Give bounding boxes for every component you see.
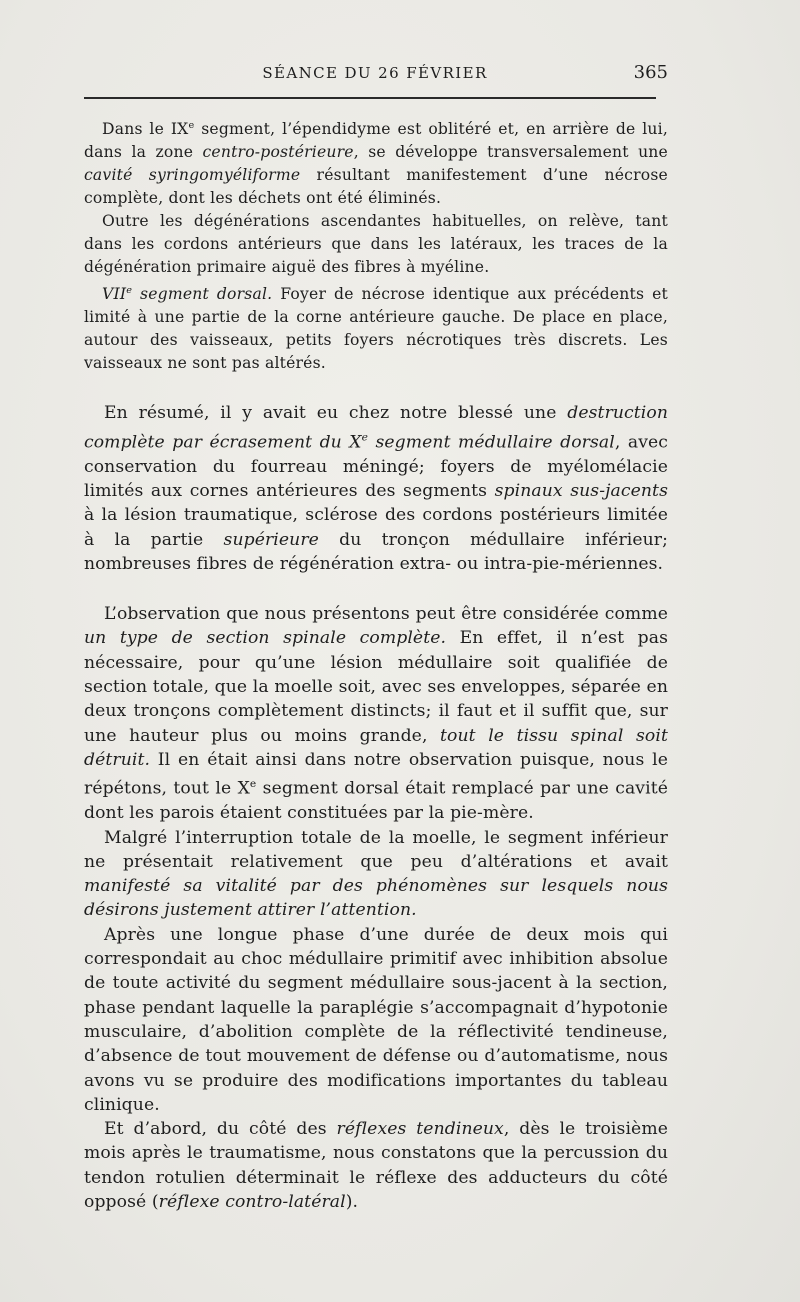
paragraph	[84, 923, 668, 1117]
italic-run: segment dorsal.	[132, 285, 273, 304]
header-rule	[84, 97, 656, 99]
superscript: e	[188, 120, 195, 131]
italic-run: centro-postérieure	[202, 143, 354, 162]
italic-run: manifesté sa vitalité par des phénomènes sur lesquels nous désirons justement attirer l’attention.	[84, 876, 668, 921]
anatomical-findings	[84, 114, 668, 375]
paragraph	[84, 1117, 668, 1214]
text-run: , avec conservation du fourreau méningé; foyers de myélomélacie limités aux cornes antérieures des segments	[84, 432, 669, 501]
paragraph	[84, 826, 668, 923]
paragraph	[84, 210, 668, 279]
running-header	[82, 58, 668, 88]
text-run: Malgré l’interruption totale de la moelle, le segment inférieur ne présentait relativement que peu d’altérations et avait	[84, 827, 668, 872]
superscript: e	[361, 430, 369, 444]
discussion	[84, 401, 668, 1214]
text-run: Après une longue phase d’une durée de deux mois qui correspondait au choc médullaire primitif avec inhibition absolue de toute activité du segment médullaire sous-jacent à la section, phase pendant laquelle la paraplégie s’accompagnait d’hypotonie musculaire, d’abolition complète de la réflectivité tendineuse, d’absence de tout mouvement de défense ou d’automatisme, nous avons vu se produire des modifications importantes du tableau clinique.	[84, 924, 668, 1115]
italic-run: réflexe contro-latéral	[158, 1192, 346, 1213]
paragraph	[84, 602, 668, 825]
header-title: SÉANCE DU 26 FÉVRIER	[262, 64, 488, 82]
text-run: Il en était ainsi dans notre observation puisque, nous le répétons, tout le X	[84, 749, 668, 799]
text-run: résultant manifestement d’une nécrose complète, dont les déchets ont été éliminés.	[84, 166, 668, 208]
text-run: Dans le IX	[102, 120, 189, 139]
text-run: Et d’abord, du côté des	[104, 1119, 337, 1140]
text-run: segment, l’épendidyme est oblitéré et, en arrière de lui, dans la zone	[84, 120, 668, 162]
text-run: ).	[345, 1192, 359, 1213]
italic-run: un type de section spinale complète.	[84, 628, 447, 649]
body-text	[84, 114, 668, 1214]
italic-run: cavité syringomyéliforme	[84, 166, 301, 185]
italic-run: tout le tissu spinal soit détruit.	[84, 725, 668, 770]
superscript: e	[249, 777, 257, 791]
text-run: à la lésion traumatique, sclérose des cordons postérieurs limitée à la partie	[84, 505, 668, 550]
superscript: e	[126, 285, 133, 297]
italic-run: supérieure	[223, 529, 319, 550]
italic-run: destruction complète par écrasement du X	[84, 403, 668, 453]
paragraph	[84, 114, 668, 210]
italic-run: VII	[102, 285, 127, 304]
text-run: , dès le troisième mois après le traumatisme, nous constatons que la percussion du tendon rotulien déterminait le réflexe des adducteurs du côté opposé (	[84, 1119, 668, 1213]
text-run: , se développe transversalement une	[353, 143, 668, 162]
page-number: 365	[633, 62, 668, 83]
text-run: Foyer de nécrose identique aux précédents et limité à une partie de la corne antérieure gauche. De place en place, autour des vaisseaux, petits foyers nécrotiques très discrets. Les vaisseaux ne sont pas altérés.	[84, 285, 668, 373]
text-run: En effet, il n’est pas nécessaire, pour qu’une lésion médullaire soit qualifiée de section totale, que la moelle soit, avec ses enveloppes, séparée en deux tronçons complètement distincts; il faut et il suffit que, sur une hauteur plus ou moins grande,	[84, 628, 669, 746]
paragraph	[84, 279, 668, 375]
summary-paragraph	[84, 401, 668, 576]
text-run: du tronçon médullaire inférieur; nombreuses fibres de régénération extra- ou intra-pie-mériennes.	[84, 529, 669, 574]
italic-run: segment médullaire dorsal	[368, 432, 615, 453]
text-run: Outre les dégénérations ascendantes habituelles, on relève, tant dans les cordons antérieurs que dans les latéraux, les traces de la dégénération primaire aiguë des fibres à myéline.	[84, 212, 668, 277]
italic-run: réflexes tendineux	[336, 1119, 504, 1140]
text-run: segment dorsal était remplacé par une cavité dont les parois étaient constituées par la pie-mère.	[84, 779, 668, 824]
text-run: L’observation que nous présentons peut être considérée comme	[104, 604, 668, 625]
text-run: En résumé, il y avait eu chez notre blessé une	[104, 403, 568, 424]
section-gap	[84, 576, 668, 602]
italic-run: spinaux sus-jacents	[494, 481, 668, 501]
